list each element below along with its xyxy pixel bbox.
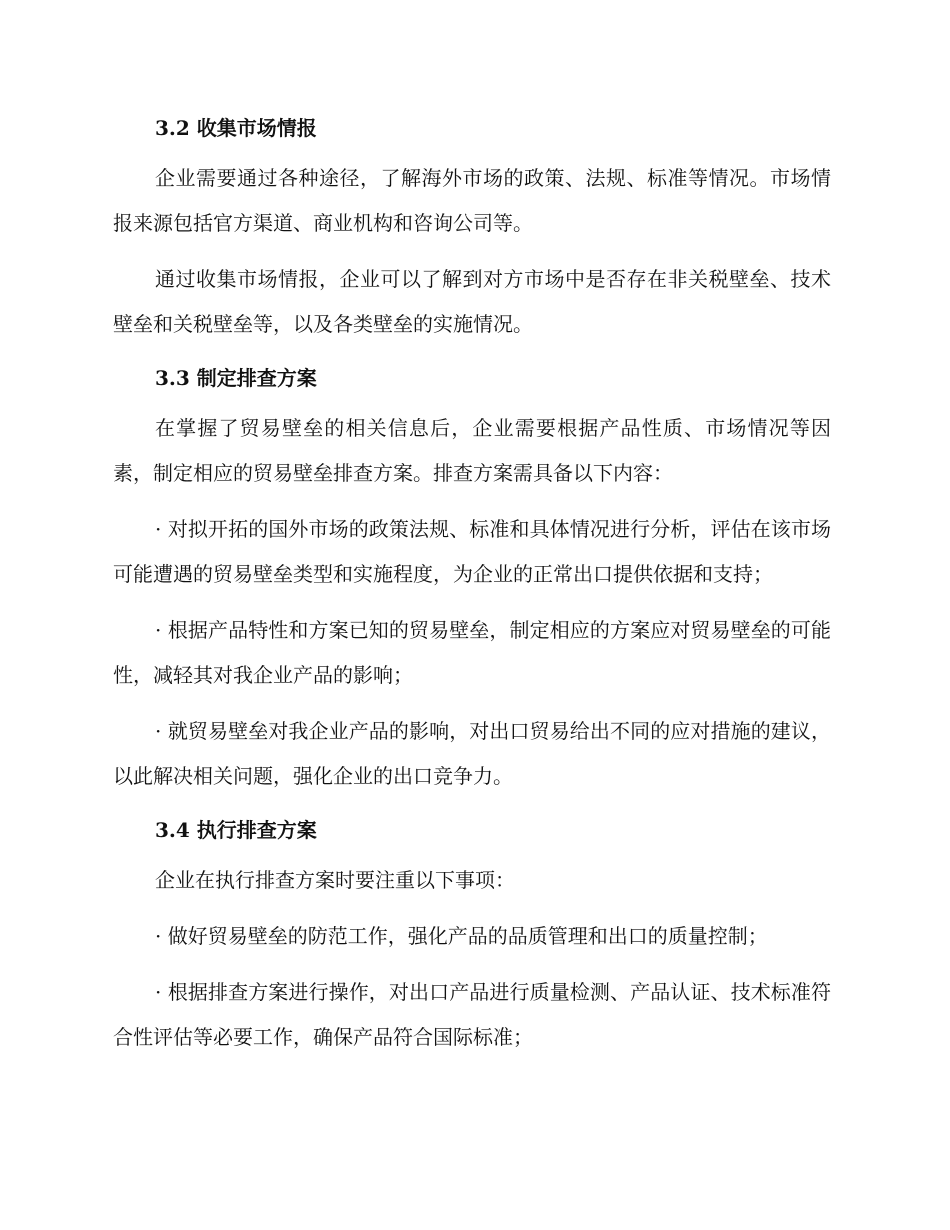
- paragraph: 在掌握了贸易壁垒的相关信息后，企业需要根据产品性质、市场情况等因素，制定相应的贸易壁垒排查方案。排查方案需具备以下内容：: [113, 416, 831, 485]
- paragraph: 通过收集市场情报，企业可以了解到对方市场中是否存在非关税壁垒、技术壁垒和关税壁垒等，以及各类壁垒的实施情况。: [113, 267, 831, 336]
- section-heading-3-2: 3.2 收集市场情报: [155, 116, 317, 140]
- paragraph: 企业需要通过各种途径，了解海外市场的政策、法规、标准等情况。市场情报来源包括官方渠道、商业机构和咨询公司等。: [113, 166, 831, 235]
- document-body: [113, 108, 831, 1071]
- section-heading-3-3: 3.3 制定排查方案: [155, 366, 317, 390]
- paragraph: 企业在执行排查方案时要注重以下事项：: [155, 868, 515, 892]
- bullet-paragraph: · 就贸易壁垒对我企业产品的影响，对出口贸易给出不同的应对措施的建议，以此解决相关问题，强化企业的出口竞争力。: [113, 719, 831, 788]
- bullet-paragraph: · 根据产品特性和方案已知的贸易壁垒，制定相应的方案应对贸易壁垒的可能性，减轻其对我企业产品的影响；: [113, 618, 831, 687]
- bullet-paragraph: · 对拟开拓的国外市场的政策法规、标准和具体情况进行分析，评估在该市场可能遭遇的贸易壁垒类型和实施程度，为企业的正常出口提供依据和支持；: [113, 517, 831, 586]
- bullet-paragraph: · 根据排查方案进行操作，对出口产品进行质量检测、产品认证、技术标准符合性评估等必要工作，确保产品符合国际标准；: [113, 980, 831, 1049]
- section-heading-3-4: 3.4 执行排查方案: [155, 818, 317, 842]
- bullet-paragraph: · 做好贸易壁垒的防范工作，强化产品的品质管理和出口的质量控制；: [155, 924, 768, 948]
